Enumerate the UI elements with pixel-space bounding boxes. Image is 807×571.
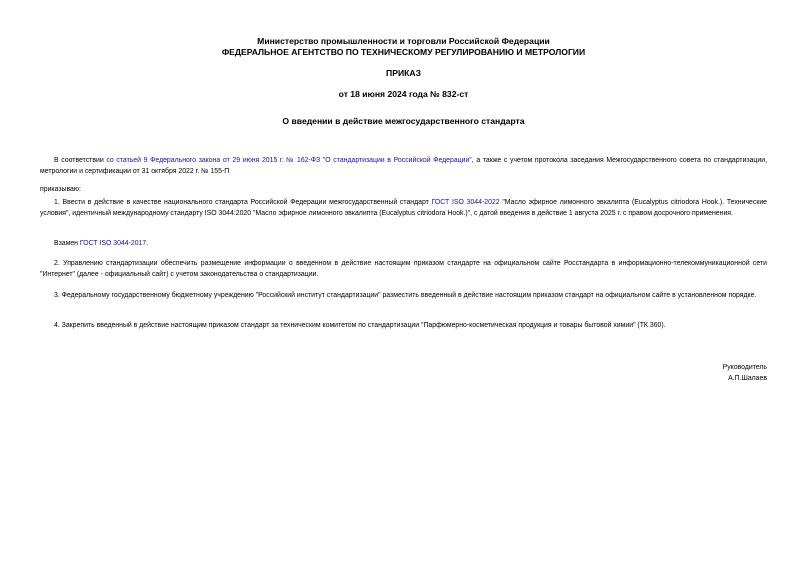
item-3-text: 3. Федеральному государственному бюджетному учреждению "Российский институт стандартизации" разместить введенный в действие настоящим приказом стандарт на официальном сайте в установленном порядке. bbox=[54, 292, 757, 299]
law-link[interactable]: со статьей 9 Федерального закона от 29 июня 2015 г. № 162-ФЗ "О стандартизации в Российской Федерации" bbox=[106, 157, 472, 164]
item-4-text: 4. Закрепить введенный в действие настоящим приказом стандарт за техническим комитетом по стандартизации "Парфюмерно-косметическая продукция и товары бытовой химии" (ТК 360). bbox=[54, 322, 666, 329]
order-heading: ПРИКАЗ bbox=[386, 68, 421, 78]
signature-name: А.П.Шалаев bbox=[728, 375, 767, 382]
signature-position: Руководитель bbox=[722, 364, 767, 371]
paragraph-item-4 bbox=[40, 320, 767, 331]
paragraph-basis-text bbox=[40, 155, 767, 177]
item-1-suffix: "Масло эфирное лимонного эвкалипта (Eucalyptus citriodora Hook.). Технические условия", идентичный международному стандарту ISO 3044:2020 "Масло эфирное лимонного эвкалипта (Eucalyptus citriodora Hook.)", с датой введения в действие 1 августа 2025 г. с правом досрочного применения. bbox=[40, 199, 768, 217]
paragraph-item-3 bbox=[40, 290, 767, 301]
agency-heading: ФЕДЕРАЛЬНОЕ АГЕНТСТВО ПО ТЕХНИЧЕСКОМУ РЕГУЛИРОВАНИЮ И МЕТРОЛОГИИ bbox=[221, 47, 586, 57]
order-date: от 18 июня 2024 года № 832-ст bbox=[338, 89, 469, 99]
paragraph-item-2 bbox=[40, 258, 767, 280]
item-1-prefix: 1. Ввести в действие в качестве национального стандарта Российской Федерации межгосударственный стандарт bbox=[54, 199, 432, 206]
paragraph-basis-prefix: В соответствии bbox=[54, 157, 107, 164]
item-1-text bbox=[40, 197, 767, 219]
order-word-text: приказываю: bbox=[40, 186, 81, 193]
replacement-text bbox=[40, 238, 767, 249]
document-title: О введении в действие межгосударственного стандарта bbox=[282, 116, 525, 126]
paragraph-basis bbox=[40, 155, 767, 177]
paragraph-item-1 bbox=[40, 197, 767, 219]
gost-2017-link[interactable]: ГОСТ ISO 3044-2017 bbox=[79, 240, 147, 247]
paragraph-basis-suffix: , а также с учетом протокола заседания Межгосударственного совета по стандартизации, метрологии и сертификации от 31 октября 2022 г. № 155-П bbox=[40, 157, 767, 175]
replacement-suffix: . bbox=[146, 240, 149, 247]
paragraph-replacement bbox=[40, 238, 767, 249]
replacement-prefix: Взамен bbox=[54, 240, 80, 247]
ministry-heading: Министерство промышленности и торговли Российской Федерации bbox=[257, 36, 550, 46]
item-2-text: 2. Управлению стандартизации обеспечить размещение информации о введенном в действие настоящим приказом стандарте на официальном сайте Росстандарта в информационно-телекоммуникационной сети "Интернет" (далее - официальный сайт) с учетом законодательства о стандартизации. bbox=[40, 260, 767, 278]
paragraph-order-word bbox=[40, 184, 767, 195]
gost-2022-link[interactable]: ГОСТ ISO 3044-2022 bbox=[431, 199, 500, 206]
